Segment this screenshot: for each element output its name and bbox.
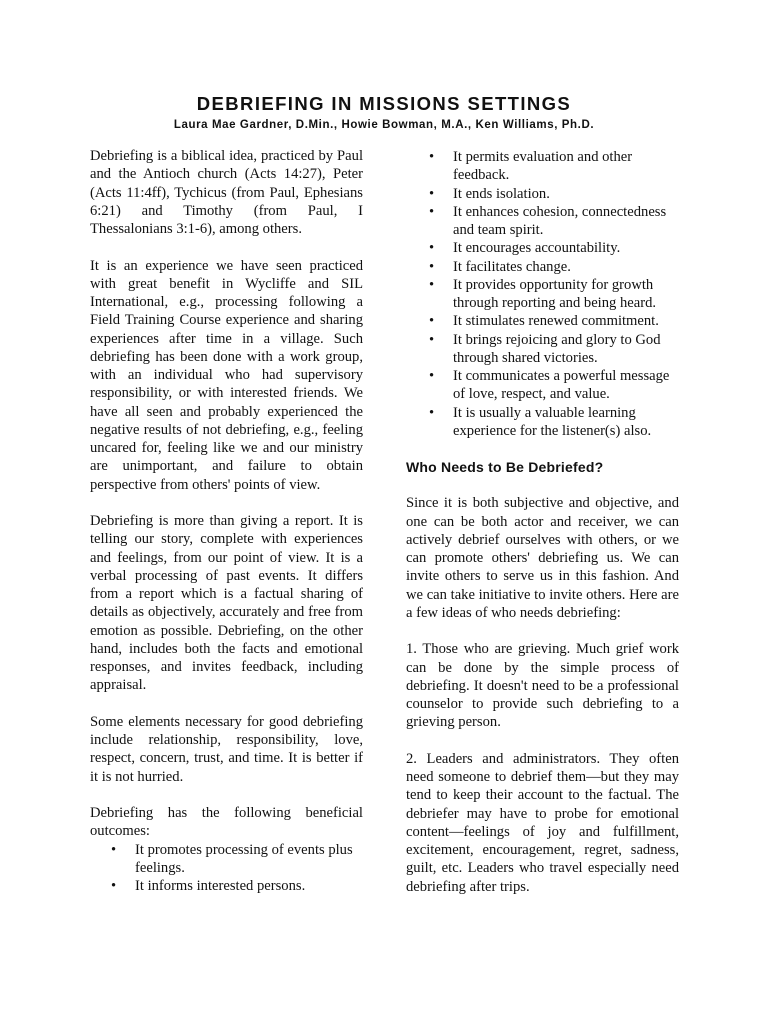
bullet-glyph: • [429, 368, 435, 384]
bullet-glyph: • [429, 240, 435, 257]
subjective-paragraph: Since it is both subjective and objective, and one can be both actor and receiver, we can actively debrief ourselves with others, or we can promote others' debriefing us. We can invite others to serve us in this fashion. And we can take initiative to invite others. Here are a few ideas of who needs debriefing: [406, 495, 679, 621]
definition-paragraph: Debriefing is more than giving a report. It is telling our story, complete with experiences and feelings, from our point of view. It is a verbal processing of past events. It differs from a report which is a factual sharing of details as objectively, accurately and free from emotion as possible. Debriefing, on the other hand, includes both the facts and emotional responses, and invites feedback, including appraisal. [90, 513, 363, 694]
list-item: • It ends isolation. [429, 185, 550, 202]
grieving-paragraph: 1. Those who are grieving. Much grief work can be done by the simple process of debriefing. It doesn't need to be a professional counselor to provide such debriefing to a grieving person. [406, 641, 679, 731]
bullet-glyph: • [111, 878, 117, 894]
elements-paragraph: Some elements necessary for good debriefing include relationship, responsibility, love, respect, concern, trust, and time. It is better if it is not hurried. [90, 713, 363, 785]
outcomes-list-part1 [111, 841, 363, 896]
list-item: • It brings rejoicing and glory to God through shared victories. [429, 331, 661, 366]
outcomes-list-part2 [429, 148, 679, 440]
outcomes-intro-paragraph: Debriefing has the following beneficial outcomes: [90, 805, 363, 840]
list-item: • It is usually a valuable learning experience for the listener(s) also. [429, 404, 652, 439]
authors-line: Laura Mae Gardner, D.Min., Howie Bowman, M.A., Ken Williams, Ph.D. [173, 119, 595, 131]
list-item: • It communicates a powerful message of love, respect, and value. [429, 368, 670, 403]
bullet-glyph: • [429, 149, 435, 165]
list-item: • It informs interested persons. [111, 878, 306, 894]
list-item: • It facilitates change. [429, 258, 571, 275]
intro-paragraph: Debriefing is a biblical idea, practiced by Paul and the Antioch church (Acts 14:27), Peter (Acts 11:4ff), Tychicus (from Paul, Ephesians 6:21) and Timothy (from Paul, I Thessalonians 3:1-6), among others. [90, 148, 363, 237]
bullet-glyph: • [429, 313, 435, 330]
section-heading: Who Needs to Be Debriefed? [406, 459, 604, 476]
leaders-paragraph: 2. Leaders and administrators. They often need someone to debrief them—but they may tend to keep their account to the factual. The debriefer may have to probe for emotional content—feelings of joy and fulfillment, excitement, encouragement, regret, sadness, guilt, etc. Leaders who travel especially need debriefing after trips. [406, 750, 679, 895]
page-title: DEBRIEFING IN MISSIONS SETTINGS [196, 93, 572, 114]
bullet-glyph: • [429, 331, 435, 348]
left-column [90, 147, 363, 895]
experience-paragraph: It is an experience we have seen practiced with great benefit in Wycliffe and SIL International, e.g., processing following a Field Training Course experience and sharing experiences after time in a village. Such debriefing has been done with a work group, with an individual who had supervisory responsibility, or with interested friends. We have all seen and probably experienced the negative results of not debriefing, e.g., feeling uncared for, feeling like we and our ministry are unimportant, and failure to obtain perspective from others' points of view. [90, 257, 363, 493]
bullet-glyph: • [429, 258, 435, 275]
list-item: • It provides opportunity for growth through reporting and being heard. [429, 276, 657, 311]
bullet-glyph: • [429, 404, 435, 421]
bullet-glyph: • [429, 203, 435, 220]
list-item: • It stimulates renewed commitment. [429, 313, 659, 330]
list-item: • It permits evaluation and other feedback. [429, 149, 633, 184]
bullet-glyph: • [429, 185, 435, 202]
list-item: • It promotes processing of events plus feelings. [111, 841, 353, 876]
list-item: • It enhances cohesion, connectedness and team spirit. [429, 203, 667, 238]
list-item: • It encourages accountability. [429, 240, 621, 257]
bullet-glyph: • [429, 276, 435, 293]
right-column [406, 148, 679, 896]
bullet-glyph: • [111, 841, 117, 858]
